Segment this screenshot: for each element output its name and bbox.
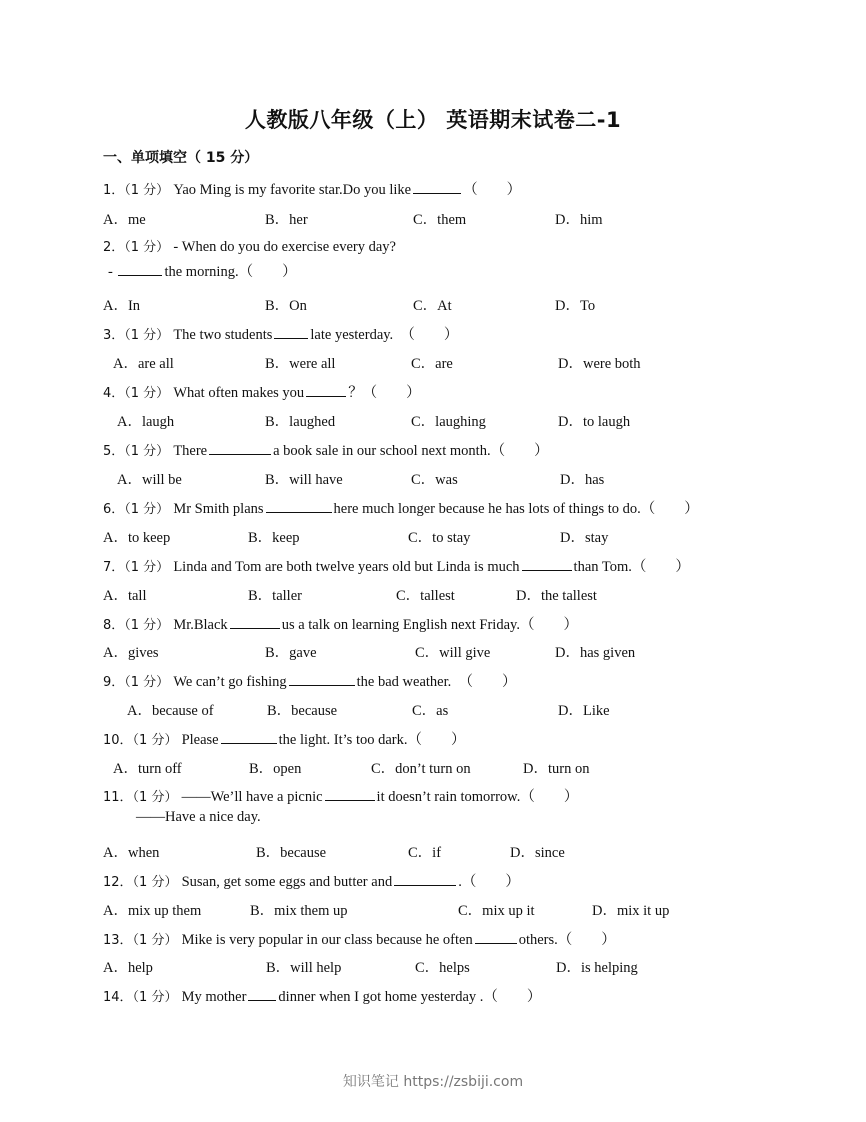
answer-option[interactable]: A．are all: [113, 356, 174, 372]
answer-option[interactable]: C．laughing: [411, 414, 486, 430]
question-stem: [103, 178, 521, 199]
question-number: 9．（1 分）: [103, 675, 174, 690]
question-number: 13．（1 分）: [103, 933, 182, 948]
question-text-after-blank: ？（ ）: [348, 385, 421, 401]
answer-blank[interactable]: [209, 440, 271, 455]
answer-option[interactable]: C．them: [413, 212, 467, 228]
question-text: What often makes you: [173, 385, 305, 401]
question-number: 14．（1 分）: [103, 990, 182, 1005]
answer-option[interactable]: C．tallest: [396, 588, 455, 604]
footer-watermark: 知识笔记 https://zsbiji.com: [342, 1074, 524, 1090]
question-text-after-blank: than Tom.（ ）: [573, 559, 690, 575]
question-text: There: [173, 443, 208, 459]
answer-option[interactable]: A．tall: [103, 588, 147, 604]
answer-blank[interactable]: [289, 671, 355, 686]
question-number: 2．（1 分）: [103, 240, 174, 255]
question-number: 5．（1 分）: [103, 444, 174, 459]
answer-option[interactable]: B．will help: [266, 960, 342, 976]
answer-option[interactable]: B．laughed: [265, 414, 336, 430]
answer-option[interactable]: A．turn off: [113, 761, 182, 777]
answer-option[interactable]: B．because: [256, 845, 327, 861]
answer-option[interactable]: C．are: [411, 356, 453, 372]
question-text: We can’t go fishing: [173, 674, 287, 690]
answer-option[interactable]: B．open: [249, 761, 302, 777]
answer-option[interactable]: D．turn on: [523, 761, 590, 777]
question-text: ——We’ll have a picnic: [181, 789, 323, 805]
question-text: Susan, get some eggs and butter and: [181, 874, 393, 890]
answer-option[interactable]: A．mix up them: [103, 903, 202, 919]
answer-option[interactable]: D．has: [560, 472, 605, 488]
question-second-line: ——Have a nice day.: [136, 809, 261, 825]
answer-blank[interactable]: [118, 261, 162, 276]
answer-blank[interactable]: [274, 324, 308, 339]
question-text: Yao Ming is my favorite star.Do you like: [173, 182, 412, 198]
answer-option[interactable]: D．since: [510, 845, 565, 861]
section-heading: 一、单项填空（ 15 分）: [103, 150, 259, 166]
answer-option[interactable]: A．me: [103, 212, 146, 228]
question-number: 11．（1 分）: [103, 790, 182, 805]
question-number: 8．（1 分）: [103, 618, 174, 633]
question-text-after-blank: the bad weather. （ ）: [356, 674, 517, 690]
question-text: Mr Smith plans: [173, 501, 264, 517]
question-text-after-blank: the light. It’s too dark.（ ）: [278, 732, 466, 748]
question-text-after-blank: us a talk on learning English next Friday.（ ）: [281, 617, 578, 633]
question-stem: [103, 236, 396, 256]
question-stem: [103, 985, 541, 1006]
answer-option[interactable]: C．to stay: [408, 530, 471, 546]
question-number: 3．（1 分）: [103, 328, 174, 343]
answer-option[interactable]: D．is helping: [556, 960, 638, 976]
question-stem: [103, 439, 549, 460]
answer-option[interactable]: D．has given: [555, 645, 636, 661]
question-stem: [103, 497, 699, 518]
question-text-after-blank: a book sale in our school next month.（ ）: [273, 443, 549, 459]
question-number: 4．（1 分）: [103, 386, 174, 401]
answer-blank[interactable]: [230, 614, 280, 629]
answer-option[interactable]: A．to keep: [103, 530, 171, 546]
question-stem: [103, 928, 616, 949]
answer-option[interactable]: A．when: [103, 845, 160, 861]
question-text: Mike is very popular in our class because he often: [181, 932, 473, 948]
question-text: The two students: [173, 327, 273, 343]
answer-option[interactable]: D．were both: [558, 356, 641, 372]
answer-option[interactable]: C．will give: [415, 645, 491, 661]
question-stem: [103, 728, 466, 749]
answer-option[interactable]: D．to laugh: [558, 414, 631, 430]
question-text-after-blank: dinner when I got home yesterday .（ ）: [278, 989, 542, 1005]
answer-option[interactable]: A．because of: [127, 703, 214, 719]
answer-option[interactable]: C．mix up it: [458, 903, 535, 919]
question-stem: [103, 613, 578, 634]
answer-blank[interactable]: [248, 986, 276, 1001]
answer-option[interactable]: A．will be: [117, 472, 182, 488]
question-text: - When do you do exercise every day?: [173, 239, 396, 255]
answer-option[interactable]: B．were all: [265, 356, 336, 372]
answer-option[interactable]: A．gives: [103, 645, 159, 661]
question-text: Please: [181, 732, 219, 748]
answer-option[interactable]: C．don’t turn on: [371, 761, 471, 777]
question-text-after-blank: others.（ ）: [518, 932, 616, 948]
answer-blank[interactable]: [394, 871, 456, 886]
question-text-after-blank: late yesterday. （ ）: [310, 327, 459, 343]
question-number: 7．（1 分）: [103, 560, 174, 575]
answer-blank[interactable]: [413, 179, 461, 194]
answer-option[interactable]: B．will have: [265, 472, 343, 488]
question-text: Mr.Black: [173, 617, 228, 633]
answer-blank[interactable]: [522, 556, 572, 571]
answer-option[interactable]: D．Like: [558, 703, 610, 719]
answer-option[interactable]: B．On: [265, 298, 307, 314]
answer-blank[interactable]: [475, 929, 517, 944]
question-stem: [103, 870, 520, 891]
answer-option[interactable]: D．the tallest: [516, 588, 597, 604]
question-number: 6．（1 分）: [103, 502, 174, 517]
question-text-after-blank: （ ）: [463, 182, 522, 198]
answer-option[interactable]: B．taller: [248, 588, 302, 604]
answer-blank[interactable]: [221, 729, 277, 744]
answer-option[interactable]: D．stay: [560, 530, 609, 546]
answer-option[interactable]: D．him: [555, 212, 603, 228]
answer-option[interactable]: A．help: [103, 960, 153, 976]
answer-option[interactable]: B．gave: [265, 645, 317, 661]
answer-option[interactable]: B．because: [267, 703, 338, 719]
question-stem: [103, 670, 517, 691]
answer-blank[interactable]: [325, 786, 375, 801]
question-second-line: [108, 260, 297, 281]
question-number: 1．（1 分）: [103, 183, 174, 198]
question-text: Linda and Tom are both twelve years old but Linda is much: [173, 559, 520, 575]
question-text-after-blank: here much longer because he has lots of things to do.（ ）: [333, 501, 699, 517]
answer-option[interactable]: C．At: [413, 298, 452, 314]
question-text-after-blank: the morning.（ ）: [164, 264, 297, 280]
page-title: 人教版八年级（上） 英语期末试卷二-1: [244, 108, 622, 132]
question-text-after-blank: it doesn’t rain tomorrow.（ ）: [376, 789, 579, 805]
answer-option[interactable]: C．was: [411, 472, 458, 488]
answer-option[interactable]: A．laugh: [117, 414, 175, 430]
answer-option[interactable]: B．her: [265, 212, 308, 228]
answer-option[interactable]: C．if: [408, 845, 442, 861]
question-number: 10．（1 分）: [103, 733, 182, 748]
question-stem: [103, 785, 578, 806]
answer-blank[interactable]: [306, 382, 346, 397]
question-text-after-blank: .（ ）: [458, 874, 520, 890]
question-stem: [103, 381, 421, 402]
question-stem: [103, 555, 690, 576]
answer-option[interactable]: C．as: [412, 703, 449, 719]
answer-option[interactable]: B．keep: [248, 530, 300, 546]
answer-option[interactable]: B．mix them up: [250, 903, 348, 919]
question-text: My mother: [181, 989, 247, 1005]
question-number: 12．（1 分）: [103, 875, 182, 890]
answer-option[interactable]: D．mix it up: [592, 903, 670, 919]
dialogue-dash: -: [108, 264, 117, 280]
answer-option[interactable]: A．In: [103, 298, 141, 314]
question-stem: [103, 323, 458, 344]
answer-blank[interactable]: [266, 498, 332, 513]
answer-option[interactable]: C．helps: [415, 960, 470, 976]
answer-option[interactable]: D．To: [555, 298, 596, 314]
